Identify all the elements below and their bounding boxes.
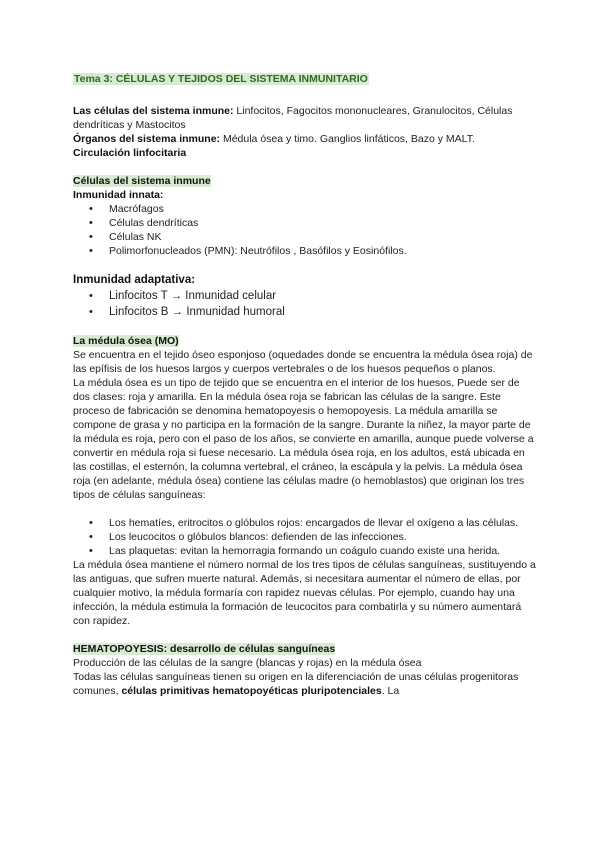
list-item: • Las plaquetas: evitan la hemorragia formando un coágulo cuando existe una herida. — [109, 544, 538, 558]
list-item: • Células dendríticas — [109, 216, 538, 230]
innate-label: Inmunidad innata: — [73, 189, 164, 201]
paragraph: Producción de las células de la sangre (blancas y rojas) en la médula ósea — [73, 657, 422, 669]
list-item: • Los hematíes, eritrocitos o glóbulos rojos: encargados de llevar el oxígeno a las células. — [109, 516, 538, 530]
paragraph: Todas las células sanguíneas tienen su origen en la diferenciación de unas células progenitoras comunes, células primitivas hematopoyéticas pluripotenciales. La — [73, 671, 519, 697]
page-title: Tema 3: CÉLULAS Y TEJIDOS DEL SISTEMA INMUNITARIO — [74, 73, 368, 85]
cells-line: Las células del sistema inmune: Linfocitos, Fagocitos mononucleares, Granulocitos, Células dendríticas y Mastocitos — [73, 105, 513, 131]
circulation-line: Circulación linfocitaria — [73, 147, 187, 159]
organs-line: Órganos del sistema inmune: Médula ósea y timo. Ganglios linfáticos, Bazo y MALT. — [73, 133, 475, 145]
blood-cells-list — [73, 516, 538, 558]
paragraph: La médula ósea es un tipo de tejido que se encuentra en el interior de los huesos, Puede ser de dos clases: roja y amarilla. En la médula ósea roja se fabrican las células de la sangre. Este proceso de fabricación se denomina hematopoyesis o hemopoyesis. La médula amarilla se compone de grasa y no participa en la formación de la sangre. Durante la niñez, la mayor parte de la médula es roja, pero con el paso de los años, se convierte en amarilla, aunque puede volverse a convertir en médula roja si fuese necesario. La médula ósea roja, en los adultos, está ubicada en las costillas, el esternón, la columna vertebral, el cráneo, la escápula y la pelvis. La médula ósea roja (en adelante, médula ósea) contiene las células madre (o hemoblastos) que originan los tres tipos de células sanguíneas: — [73, 377, 534, 501]
section-heading-immune-cells: Células del sistema inmune — [73, 175, 211, 187]
paragraph: Se encuentra en el tejido óseo esponjoso (oquedades donde se encuentra la médula ósea roja) de las epífisis de los huesos largos y cuerpos vertebrales o de los huesos pequeños o planos. — [73, 349, 533, 375]
section-heading-hematopoiesis: HEMATOPOYESIS: desarrollo de células sanguíneas — [73, 643, 336, 655]
paragraph: La médula ósea mantiene el número normal de los tres tipos de células sanguíneas, sustituyendo a las antiguas, que sufren muerte natural. Además, si necesitara aumentar el número de ellas, por cualquier motivo, la médula formaría con rapidez nuevas células. Por ejemplo, cuando hay una infección, la médula estimula la formación de leucocitos para combatirla y su número aumentará con rapidez. — [73, 559, 536, 627]
list-item: • Linfocitos T → Inmunidad celular — [109, 288, 538, 304]
adaptive-list — [73, 288, 538, 320]
document-content — [73, 72, 538, 698]
innate-list — [73, 202, 538, 258]
adaptive-label: Inmunidad adaptativa: — [73, 274, 196, 286]
list-item: • Macrófagos — [109, 202, 538, 216]
list-item: • Los leucocitos o glóbulos blancos: defienden de las infecciones. — [109, 530, 538, 544]
section-heading-bone-marrow: La médula ósea (MO) — [73, 335, 179, 347]
list-item: • Células NK — [109, 230, 538, 244]
list-item: • Linfocitos B → Inmunidad humoral — [109, 304, 538, 320]
list-item: • Polimorfonucleados (PMN): Neutrófilos , Basófilos y Eosinófilos. — [109, 244, 538, 258]
